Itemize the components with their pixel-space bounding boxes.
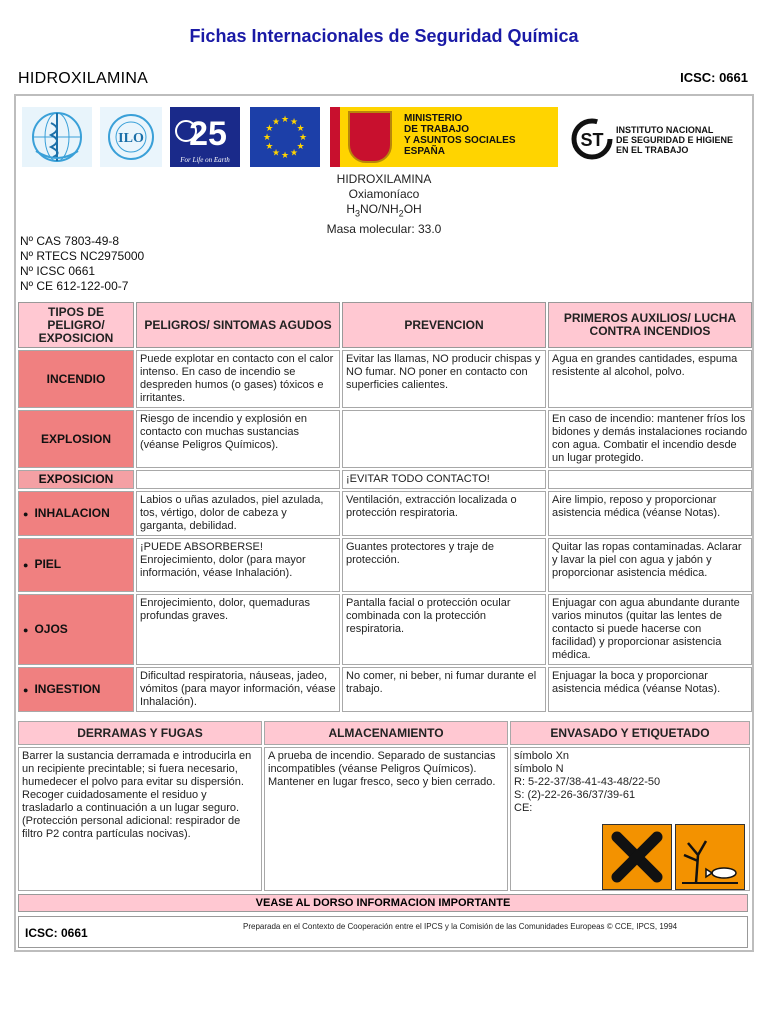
header-hazards: PELIGROS/ SINTOMAS AGUDOS — [136, 302, 340, 348]
harmful-x-pictogram-icon — [602, 824, 672, 890]
explosion-prevention — [342, 410, 546, 468]
svg-text:ST: ST — [580, 130, 604, 150]
eu-star-icon: ★ — [280, 150, 290, 160]
environment-pictogram-icon — [675, 824, 745, 890]
ojos-first-aid: Enjuagar con agua abundante durante varios minutos (quitar las lentes de contacto si puede hacerse con facilidad) y proporcionar asistencia médica. — [548, 594, 752, 665]
molar-mass: Masa molecular: 33.0 — [326, 222, 442, 236]
ingestion-first-aid: Enjuagar la boca y proporcionar asistencia médica (véanse Notas). — [548, 667, 752, 712]
ingestion-hazards: Dificultad respiratoria, náuseas, jadeo, vómitos (para mayor información, véase Inhalación). — [136, 667, 340, 712]
header-storage: ALMACENAMIENTO — [264, 721, 508, 745]
insht-line3: EN EL TRABAJO — [616, 145, 689, 155]
spills-text: Barrer la sustancia derramada e introducirla en un recipiente precintable; si fuera necesario, humedecer el polvo para evitar su dispersión. Recoger cuidadosamente el residuo y trasladarlo a continuación a un lugar seguro. (Protección personal adicional: respirador de filtro P2 contra partículas nocivas). — [18, 747, 262, 891]
logos-row — [18, 103, 748, 171]
row-label-ojos: ● OJOS — [18, 594, 134, 665]
insht-line2: DE SEGURIDAD E HIGIENE — [616, 135, 734, 145]
substance-synonym: Oxiamoníaco — [348, 187, 420, 201]
row-label-ingestion: ● INGESTION — [18, 667, 134, 712]
insht-logo — [566, 107, 746, 167]
incendio-first-aid: Agua en grandes cantidades, espuma resistente al alcohol, polvo. — [548, 350, 752, 408]
eu-star-icon: ★ — [280, 114, 290, 124]
chemical-name: HIDROXILAMINA — [18, 70, 149, 87]
ilo-logo-icon — [100, 107, 162, 167]
svg-text:25: 25 — [189, 115, 227, 153]
piel-prevention: Guantes protectores y traje de protección. — [342, 538, 546, 592]
bullet-icon: ● — [23, 624, 29, 635]
table-row — [18, 470, 752, 489]
ojos-prevention: Pantalla facial o protección ocular combinada con la protección respiratoria. — [342, 594, 546, 665]
incendio-hazards: Puede explotar en contacto con el calor intenso. En caso de incendio se despreden humos (o gases) tóxicos e irritantes. — [136, 350, 340, 408]
ministry-line1: MINISTERIO — [404, 113, 463, 124]
ministry-line2: DE TRABAJO — [404, 124, 470, 135]
page-title: Fichas Internacionales de Seguridad Química — [189, 26, 579, 46]
svg-text:ILO: ILO — [118, 131, 144, 146]
rtecs-number: Nº RTECS NC2975000 — [20, 249, 145, 263]
table-row — [18, 538, 752, 592]
ojos-hazards: Enrojecimiento, dolor, quemaduras profundas graves. — [136, 594, 340, 665]
explosion-hazards: Riesgo de incendio y explosión en contacto con muchas sustancias (véanse Peligros Químicos). — [136, 410, 340, 468]
ministry-line4: ESPAÑA — [404, 146, 445, 157]
ministry-line3: Y ASUNTOS SOCIALES — [404, 135, 516, 146]
header-type: TIPOS DE PELIGRO/ EXPOSICION — [18, 302, 134, 348]
table-row — [18, 350, 752, 408]
header-packaging: ENVASADO Y ETIQUETADO — [510, 721, 750, 745]
packaging-line: R: 5-22-37/38-41-43-48/22-50 — [514, 776, 661, 788]
header-prevention: PREVENCION — [342, 302, 546, 348]
insht-line1: INSTITUTO NACIONAL — [616, 125, 714, 135]
eu-star-icon: ★ — [265, 141, 274, 151]
ministry-logo — [330, 107, 558, 167]
bullet-icon: ● — [23, 560, 29, 570]
packaging-line: símbolo Xn — [514, 750, 570, 762]
cas-number: Nº CAS 7803-49-8 — [20, 234, 120, 248]
row-label-inhalacion: ● INHALACION — [18, 491, 134, 536]
identifiers — [20, 234, 144, 294]
exposicion-prevention: ¡EVITAR TODO CONTACTO! — [342, 470, 546, 489]
eu-flag-icon — [250, 107, 320, 167]
row-label-exposicion: EXPOSICION — [18, 470, 134, 489]
packaging-line: símbolo N — [514, 763, 564, 775]
spain-coat-of-arms-icon — [348, 111, 392, 163]
explosion-first-aid: En caso de incendio: mantener fríos los bidones y demás instalaciones rociando con agua. Combatir el incendio desde un lugar protegido. — [548, 410, 752, 468]
hazard-table — [16, 300, 754, 714]
header-spills: DERRAMAS Y FUGAS — [18, 721, 262, 745]
svg-text:For Life on Earth: For Life on Earth — [180, 156, 230, 164]
icsc-number: ICSC: 0661 — [680, 70, 748, 85]
eu-star-icon: ★ — [296, 123, 305, 133]
table-row — [18, 491, 752, 536]
substance-formula: $H_3NO/NH_2OH$ — [346, 202, 422, 219]
ingestion-prevention: No comer, ni beber, ni fumar durante el trabajo. — [342, 667, 546, 712]
footer — [18, 916, 748, 948]
row-label-incendio: INCENDIO — [18, 350, 134, 408]
row-label-explosion: EXPLOSION — [18, 410, 134, 468]
table-row — [18, 594, 752, 665]
eu-star-icon: ★ — [289, 116, 299, 127]
eu-star-icon: ★ — [262, 132, 272, 142]
insht-logo-icon — [568, 115, 616, 163]
eu-star-icon: ★ — [265, 123, 274, 133]
incendio-prevention: Evitar las llamas, NO producir chispas y NO fumar. NO poner en contacto con superficies calientes. — [342, 350, 546, 408]
footer-icsc: ICSC: 0661 — [25, 926, 88, 940]
packaging-line: S: (2)-22-26-36/37/39-61 — [514, 789, 636, 801]
eu-star-icon: ★ — [271, 116, 281, 127]
table-row — [18, 667, 752, 712]
substance-name: HIDROXILAMINA — [336, 172, 432, 186]
who-logo-icon — [22, 107, 92, 167]
important-info-banner: VEASE AL DORSO INFORMACION IMPORTANTE — [18, 894, 748, 912]
piel-first-aid: Quitar las ropas contaminadas. Aclarar y lavar la piel con agua y jabón y proporcionar asistencia médica. — [548, 538, 752, 592]
bullet-icon: ● — [23, 684, 29, 695]
inhalacion-prevention: Ventilación, extracción localizada o protección respiratoria. — [342, 491, 546, 536]
piel-hazards: ¡PUEDE ABSORBERSE! Enrojecimiento, dolor (para mayor información, véase Inhalación). — [136, 538, 340, 592]
eu-star-icon: ★ — [298, 132, 308, 142]
eu-star-icon: ★ — [289, 147, 299, 158]
inhalacion-hazards: Labios o uñas azulados, piel azulada, tos, vértigo, dolor de cabeza y garganta, debilidad. — [136, 491, 340, 536]
eu-star-icon: ★ — [296, 141, 305, 151]
flag-stripe — [330, 107, 340, 167]
table-row — [18, 410, 752, 468]
footer-note: Preparada en el Contexto de Cooperación entre el IPCS y la Comisión de las Comunidades Europeas © CCE, IPCS, 1994 — [243, 922, 678, 931]
unep-logo-icon — [170, 107, 240, 167]
exposicion-first-aid — [548, 470, 752, 489]
storage-text: A prueba de incendio. Separado de sustancias incompatibles (véanse Peligros Químicos). Mantener en lugar fresco, seco y bien cerrado. — [264, 747, 508, 891]
row-label-piel: ● PIEL — [18, 538, 134, 592]
eu-star-icon: ★ — [271, 147, 281, 158]
inhalacion-first-aid: Aire limpio, reposo y proporcionar asistencia médica (véanse Notas). — [548, 491, 752, 536]
bullet-icon: ● — [23, 508, 29, 519]
ce-number: Nº CE 612-122-00-7 — [20, 279, 129, 293]
packaging-line: CE: — [514, 802, 533, 814]
header-first-aid: PRIMEROS AUXILIOS/ LUCHA CONTRA INCENDIOS — [548, 302, 752, 348]
exposicion-hazards — [136, 470, 340, 489]
icsc-id: Nº ICSC 0661 — [20, 264, 96, 278]
